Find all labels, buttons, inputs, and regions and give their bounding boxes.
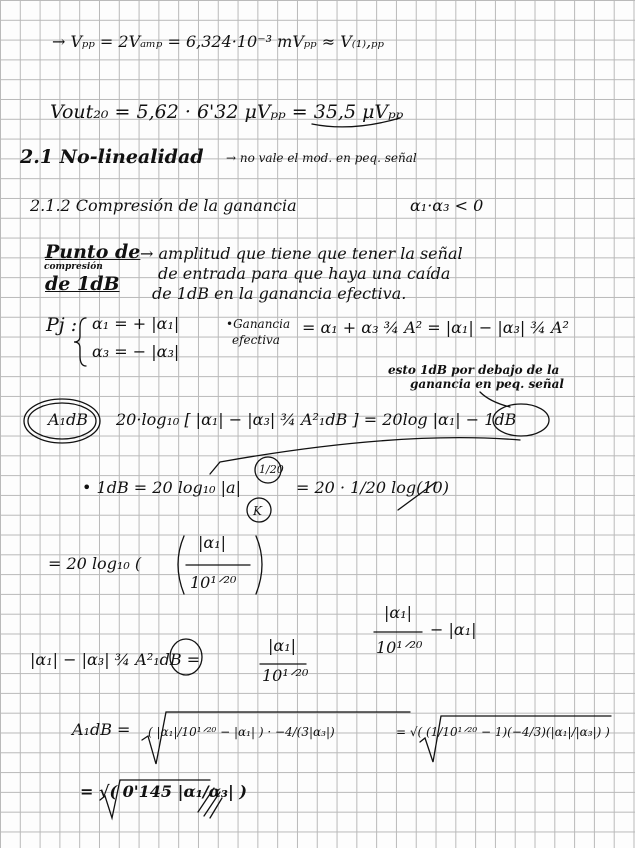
top-frac-denominator: 10¹ᐟ²⁰ [376,638,423,657]
punto-definition-2: de entrada para que haya una caída [158,264,451,283]
a1db-sqrt-expr-2: = √( (1/10¹ᐟ²⁰ − 1)(−4/3)(|α₁|/|α₃|) ) [396,725,610,739]
punto-definition-1: → amplitud que tiene que tener la señal [140,244,463,263]
frac-denominator: 10¹ᐟ²⁰ [190,573,237,592]
eq-1db: • 1dB = 20 log₁₀ |a| [82,478,241,497]
curve-arrow [210,438,520,474]
top-frac-numerator: |α₁| [384,603,412,622]
eq-1db-rhs: = 20 · 1/20 log(10) [296,478,449,497]
k-label: K [253,504,262,518]
right-paren-stroke [256,536,262,594]
a1db-sqrt-lhs: A₁dB = [72,720,131,739]
final-result: = √( 0'145 |α₁/α₃| ) [80,782,247,801]
eq-isolation-lhs: |α₁| − |α₃| ¾ A²₁dB = [30,650,201,669]
a1db-label: A₁dB [48,410,88,429]
punto-title: Punto de [45,241,141,263]
eq-log: = 20 log₁₀ ( [48,554,142,573]
gain-label-2: efectiva [232,333,280,347]
gain-equation: = α₁ + α₃ ¾ A² = |α₁| − |α₃| ¾ A² [302,318,569,337]
section-2-1-note: → no vale el mod. en peq. señal [226,151,417,165]
eq-isolation-den: 10¹ᐟ²⁰ [262,666,309,685]
a1db-equation: 20·log₁₀ [ |α₁| − |α₃| ¾ A²₁dB ] = 20log |α₁| − 1dB [116,410,517,429]
punto-subtitle: compresión [44,262,103,272]
gain-label-1: •Ganancia [226,317,291,331]
note-arrow [480,392,510,407]
frac-numerator: |α₁| [198,533,226,552]
section-2-1-title: 2.1 No-linealidad [20,146,204,168]
section-2-1-2-title: 2.1.2 Compresión de la ganancia [30,196,297,215]
sqrt-sign-2 [420,716,611,762]
punto-definition-3: de 1dB en la ganancia efectiva. [152,284,407,303]
eq-isolation-num: |α₁| [268,636,296,655]
one-over-twenty: 1/20 [259,463,284,476]
note-line-2: ganancia en peq. señal [410,377,564,391]
section-2-1-2-condition: α₁·α₃ < 0 [410,196,484,215]
punto-db: de 1dB [45,273,120,295]
alpha3-def: α₃ = − |α₃| [92,342,180,361]
vpp-line: → Vₚₚ = 2Vₐₘₚ = 6,324·10⁻³ mVₚₚ ≈ V₍₁₎,ₚₚ [52,32,384,51]
top-frac-minus: − |α₁| [430,620,477,639]
left-paren-stroke [178,536,184,594]
vout-line: Vout₂₀ = 5,62 · 6'32 μVₚₚ = 35,5 μVₚₚ [50,101,404,123]
alpha1-def: α₁ = + |α₁| [92,314,180,333]
pj-label: Pj : [46,314,78,336]
note-line-1: esto 1dB por debajo de la [388,363,560,377]
a1db-sqrt-expr-1: ( |α₁|/10¹ᐟ²⁰ − |α₁| ) · −4/(3|α₃|) [148,725,335,739]
